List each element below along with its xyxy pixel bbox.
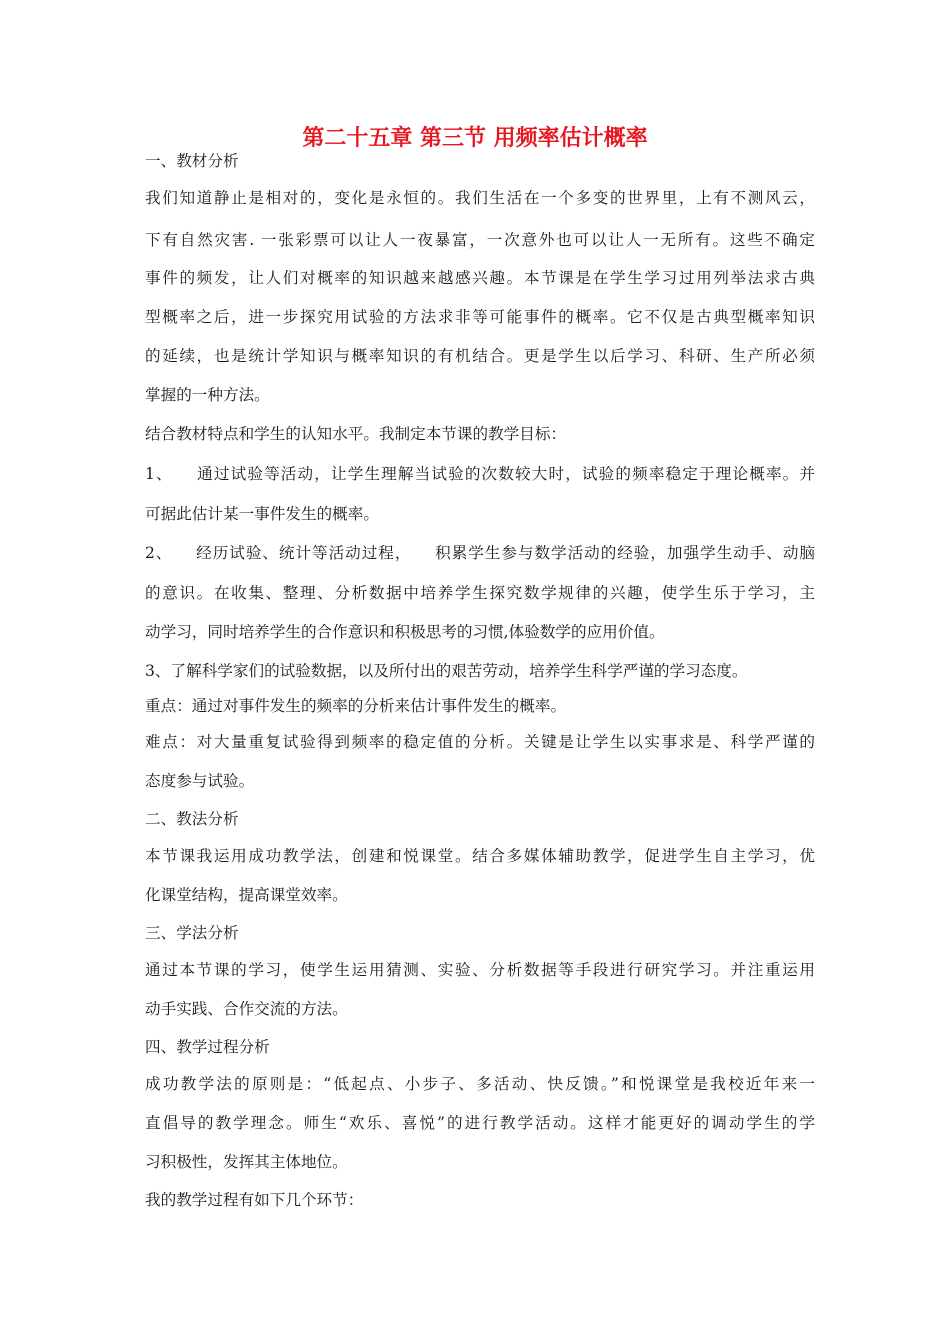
goal-item-2: 2、 经历试验、统计等活动过程， 积累学生参与数学活动的经验，加强学生动手、动脑 [145,544,815,562]
paragraph-line: 我的教学过程有如下几个环节： [145,1191,364,1209]
paragraph-line: 的延续，也是统计学知识与概率知识的有机结合。更是学生以后学习、科研、生产所必须 [145,347,815,365]
section-heading-teaching-process: 四、教学过程分析 [145,1038,270,1056]
paragraph-line: 成功教学法的原则是：“低起点、小步子、多活动、快反馈。”和悦课堂是我校近年来一 [145,1075,815,1093]
paragraph-line: 下有自然灾害. 一张彩票可以让人一夜暴富，一次意外也可以让人一无所有。这些不确定 [145,231,815,249]
paragraph-line: 通过本节课的学习，使学生运用猜测、实验、分析数据等手段进行研究学习。并注重运用 [145,961,815,979]
section-heading-textbook-analysis: 一、教材分析 [145,152,239,170]
goal-item-3: 3、了解科学家们的试验数据，以及所付出的艰苦劳动，培养学生科学严谨的学习态度。 [145,662,748,680]
paragraph-line: 可据此估计某一事件发生的概率。 [145,505,379,523]
difficult-point: 难点：对大量重复试验得到频率的稳定值的分析。关键是让学生以实事求是、科学严谨的 [145,733,815,751]
paragraph-line: 态度参与试验。 [145,772,255,790]
paragraph-line: 事件的频发，让人们对概率的知识越来越感兴趣。本节课是在学生学习过用列举法求古典 [145,269,815,287]
paragraph-line: 本节课我运用成功教学法，创建和悦课堂。结合多媒体辅助教学，促进学生自主学习，优 [145,847,815,865]
paragraph-line: 习积极性，发挥其主体地位。 [145,1153,348,1171]
document-title: 第二十五章 第三节 用频率估计概率 [302,126,648,151]
section-heading-learning-method: 三、学法分析 [145,924,239,942]
paragraph-line: 动学习，同时培养学生的合作意识和积极思考的习惯,体验数学的应用价值。 [145,623,665,641]
paragraph-line: 结合教材特点和学生的认知水平。我制定本节课的教学目标： [145,425,567,443]
paragraph-line: 掌握的一种方法。 [145,386,270,404]
goal-item-1: 1、 通过试验等活动，让学生理解当试验的次数较大时，试验的频率稳定于理论概率。并 [145,465,815,483]
paragraph-line: 型概率之后，进一步探究用试验的方法求非等可能事件的概率。它不仅是古典型概率知识 [145,308,815,326]
paragraph-line: 的意识。在收集、整理、分析数据中培养学生探究数学规律的兴趣，使学生乐于学习，主 [145,584,815,602]
paragraph-line: 我们知道静止是相对的，变化是永恒的。我们生活在一个多变的世界里，上有不测风云， [145,189,815,207]
paragraph-line: 动手实践、合作交流的方法。 [145,1000,348,1018]
paragraph-line: 化课堂结构，提高课堂效率。 [145,886,348,904]
key-point: 重点：通过对事件发生的频率的分析来估计事件发生的概率。 [145,697,567,715]
paragraph-line: 直倡导的教学理念。师生“欢乐、喜悦”的进行教学活动。这样才能更好的调动学生的学 [145,1114,815,1132]
section-heading-teaching-method: 二、教法分析 [145,810,239,828]
